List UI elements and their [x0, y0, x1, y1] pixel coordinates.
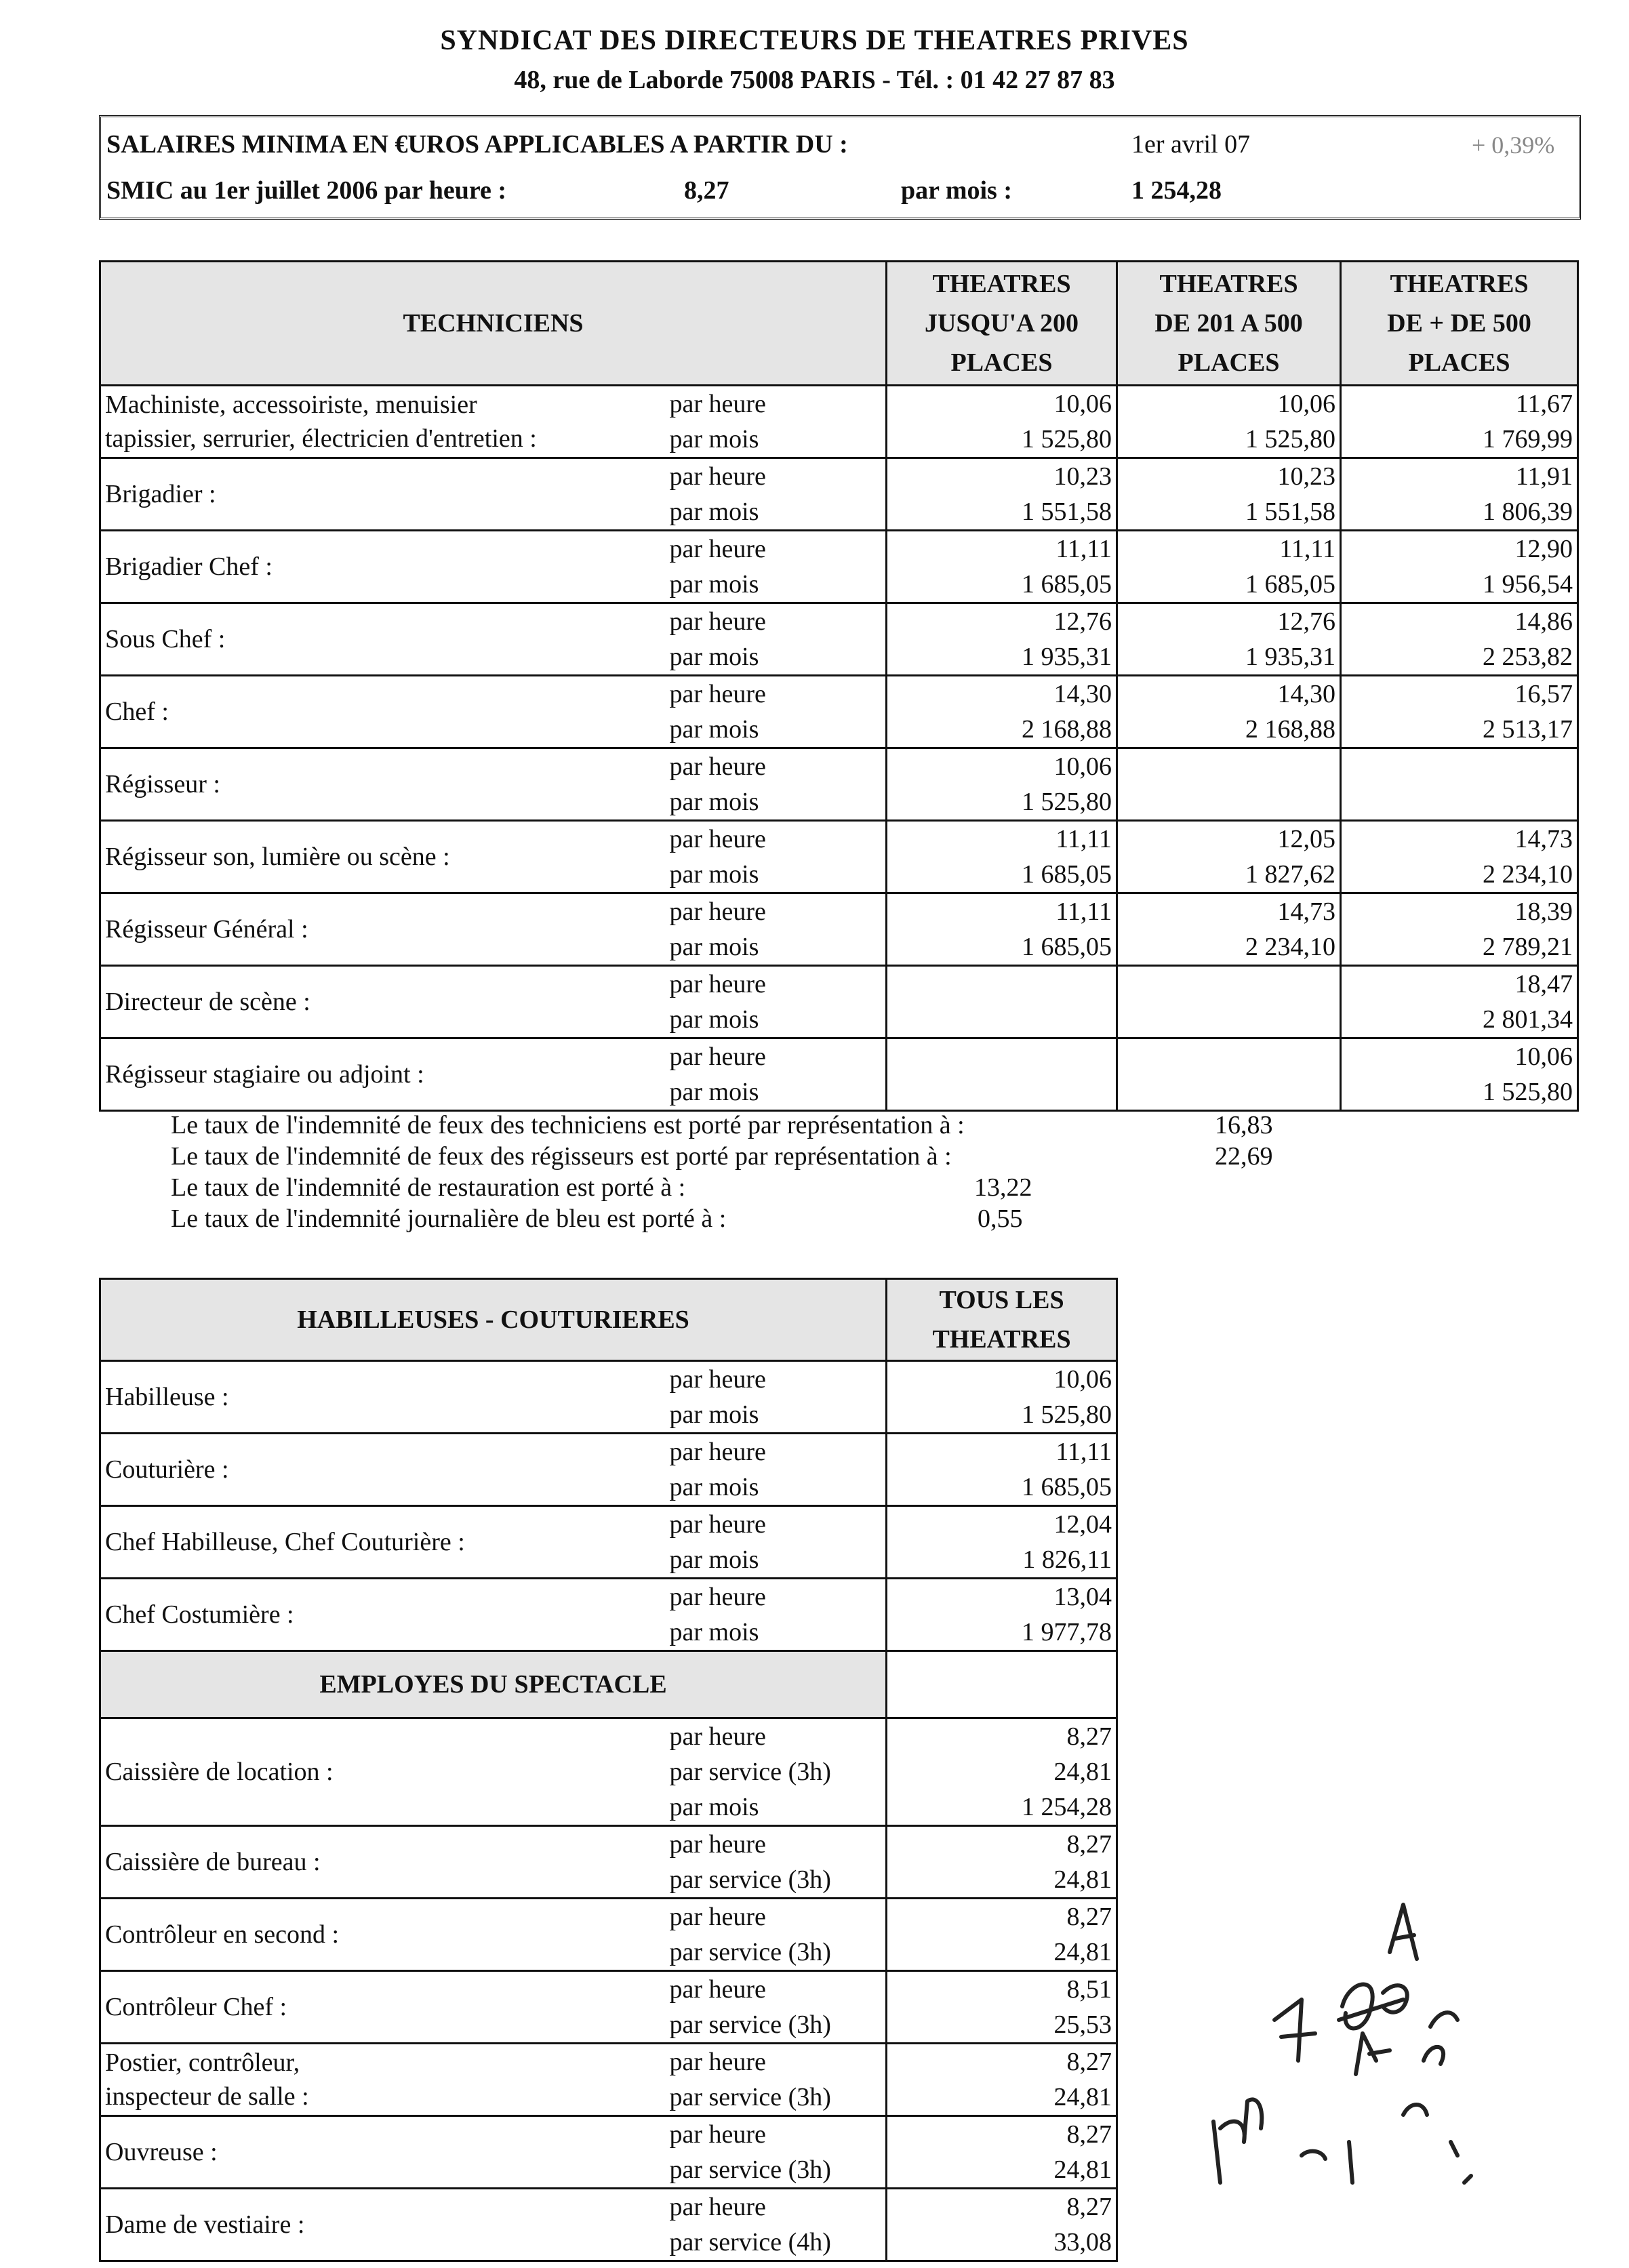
salary-value: 1 827,62 [1245, 860, 1336, 889]
salary-value: 14,73 [1514, 825, 1573, 853]
value-cell [887, 1826, 1117, 1899]
unit-label: par heure [669, 2193, 766, 2221]
column-header-line: PLACES [1408, 348, 1510, 377]
unit-label: par heure [669, 970, 766, 998]
salary-value: 13,04 [1053, 1583, 1112, 1611]
unit-cell [670, 1506, 887, 1579]
column-header-line: THEATRES [1159, 270, 1298, 298]
note-line [171, 1110, 1273, 1141]
salary-value: 14,73 [1277, 897, 1336, 926]
unit-label: par service (3h) [669, 2155, 831, 2184]
employes-row [100, 1899, 1117, 1971]
salary-value: 14,30 [1053, 680, 1112, 708]
salary-value: 24,81 [1053, 1865, 1112, 1894]
job-title [100, 2044, 670, 2116]
note-text: Le taux de l'indemnité de restauration est porté à : [171, 1173, 686, 1202]
value-cell [1341, 1038, 1578, 1111]
value-cell [887, 458, 1117, 531]
job-title [100, 1361, 670, 1434]
techniciens-row [100, 966, 1578, 1038]
salary-value: 1 685,05 [1022, 1473, 1112, 1501]
value-cell [887, 2189, 1117, 2261]
salary-value: 33,08 [1053, 2228, 1112, 2256]
column-header-line: THEATRES [932, 1325, 1071, 1354]
employes-row [100, 2189, 1117, 2261]
job-title-line: Régisseur : [105, 770, 220, 798]
job-title [100, 2189, 670, 2261]
habilleuses-row [100, 1506, 1117, 1579]
job-title [100, 1971, 670, 2044]
job-title-line: Régisseur son, lumière ou scène : [105, 843, 450, 871]
unit-label: par heure [669, 1583, 766, 1611]
column-header-line: JUSQU'A 200 [925, 309, 1079, 338]
unit-label: par mois [669, 1618, 759, 1646]
value-cell [1117, 386, 1341, 458]
unit-label: par heure [669, 1722, 766, 1751]
job-title-line: Brigadier : [105, 480, 216, 508]
job-title [100, 966, 670, 1038]
salary-value: 16,57 [1514, 680, 1573, 708]
unit-label: par heure [669, 752, 766, 781]
job-title-line: Contrôleur en second : [105, 1920, 340, 1949]
salary-info-box [99, 115, 1581, 220]
salary-value: 8,27 [1066, 1903, 1112, 1931]
value-cell [887, 966, 1117, 1038]
salary-value: 1 551,58 [1245, 498, 1336, 526]
unit-label: par mois [669, 788, 759, 816]
unit-label: par heure [669, 897, 766, 926]
job-title-line: Dame de vestiaire : [105, 2210, 305, 2239]
value-cell [887, 1506, 1117, 1579]
unit-label: par mois [669, 498, 759, 526]
techniciens-heading: TECHNICIENS [100, 262, 887, 386]
unit-label: par heure [669, 1830, 766, 1859]
unit-label: par service (3h) [669, 1758, 831, 1786]
salary-value: 18,47 [1514, 970, 1573, 998]
salary-value: 10,06 [1277, 390, 1336, 418]
salary-value: 11,11 [1055, 897, 1112, 926]
salary-value: 2 234,10 [1483, 860, 1573, 889]
salary-value: 2 513,17 [1483, 715, 1573, 744]
unit-label: par mois [669, 1400, 759, 1429]
job-title-line: Chef Habilleuse, Chef Couturière : [105, 1528, 465, 1556]
unit-label: par heure [669, 1975, 766, 2004]
unit-label: par heure [669, 2048, 766, 2076]
salary-value: 14,86 [1514, 607, 1573, 636]
note-text: Le taux de l'indemnité de feux des régisseurs est porté par représentation à : [171, 1142, 952, 1171]
salary-value: 11,11 [1279, 535, 1336, 563]
salary-value: 10,06 [1514, 1042, 1573, 1071]
column-header-line: PLACES [1178, 348, 1280, 377]
smic-hour-value: 8,27 [684, 176, 729, 205]
value-cell [1117, 458, 1341, 531]
increase-percentage: + 0,39% [1472, 131, 1555, 159]
job-title [100, 676, 670, 748]
unit-cell [670, 1826, 887, 1899]
employes-row [100, 1718, 1117, 1826]
unit-label: par heure [669, 462, 766, 491]
job-title-line: Directeur de scène : [105, 988, 310, 1016]
salary-value: 12,05 [1277, 825, 1336, 853]
unit-label: par heure [669, 1510, 766, 1539]
job-title [100, 2116, 670, 2189]
salary-value: 2 789,21 [1483, 933, 1573, 961]
job-title-line: Postier, contrôleur, [105, 2048, 300, 2077]
value-cell [1117, 821, 1341, 893]
job-title-line: tapissier, serrurier, électricien d'entretien : [105, 424, 537, 453]
techniciens-row [100, 676, 1578, 748]
unit-cell [670, 386, 887, 458]
salary-value: 12,90 [1514, 535, 1573, 563]
job-title-line: Caissière de location : [105, 1758, 334, 1786]
theatre-size-column-header [1117, 262, 1341, 386]
techniciens-row [100, 1038, 1578, 1111]
salary-value: 2 234,10 [1245, 933, 1336, 961]
theatre-size-column-header [887, 262, 1117, 386]
note-line [171, 1173, 1032, 1204]
value-cell [887, 1579, 1117, 1651]
job-title-line: Chef Costumière : [105, 1600, 294, 1629]
employes-header-row [100, 1651, 1117, 1718]
job-title [100, 1826, 670, 1899]
salary-value: 10,23 [1277, 462, 1336, 491]
column-header-line: PLACES [950, 348, 1053, 377]
unit-label: par mois [669, 715, 759, 744]
salary-value: 8,27 [1066, 2048, 1112, 2076]
value-cell [887, 1718, 1117, 1826]
job-title-line: Régisseur Général : [105, 915, 308, 944]
job-title [100, 1899, 670, 1971]
unit-cell [670, 748, 887, 821]
salary-value: 8,27 [1066, 1830, 1112, 1859]
value-cell [887, 821, 1117, 893]
value-cell [1117, 603, 1341, 676]
habilleuses-row [100, 1361, 1117, 1434]
applicable-from-label: SALAIRES MINIMA EN €UROS APPLICABLES A PARTIR DU : [106, 130, 848, 159]
salary-value: 11,67 [1515, 390, 1573, 418]
unit-label: par service (3h) [669, 1865, 831, 1894]
employes-row [100, 1826, 1117, 1899]
job-title [100, 386, 670, 458]
unit-label: par mois [669, 425, 759, 453]
salary-value: 1 525,80 [1022, 425, 1112, 453]
value-cell [1341, 748, 1578, 821]
job-title-line: Habilleuse : [105, 1383, 229, 1411]
unit-cell [670, 1971, 887, 2044]
per-month-label: par mois : [901, 176, 1012, 205]
unit-cell [670, 2044, 887, 2116]
column-header-line: TOUS LES [939, 1286, 1064, 1314]
value-cell [1117, 748, 1341, 821]
unit-label: par heure [669, 1042, 766, 1071]
techniciens-row [100, 386, 1578, 458]
employes-heading: EMPLOYES DU SPECTACLE [100, 1651, 887, 1718]
organization-title: SYNDICAT DES DIRECTEURS DE THEATRES PRIVES [440, 25, 1189, 56]
value-cell [1341, 966, 1578, 1038]
column-header-line: THEATRES [1390, 270, 1529, 298]
unit-label: par heure [669, 1365, 766, 1394]
job-title-line: Caissière de bureau : [105, 1848, 321, 1876]
salary-value: 8,27 [1066, 2120, 1112, 2149]
unit-label: par mois [669, 860, 759, 889]
salary-value: 24,81 [1053, 2083, 1112, 2111]
salary-value: 10,06 [1053, 1365, 1112, 1394]
unit-label: par service (3h) [669, 1938, 831, 1966]
unit-label: par mois [669, 933, 759, 961]
techniciens-row [100, 893, 1578, 966]
unit-label: par heure [669, 1438, 766, 1466]
salary-value: 8,51 [1066, 1975, 1112, 2004]
unit-cell [670, 531, 887, 603]
value-cell [1341, 386, 1578, 458]
note-value: 13,22 [974, 1173, 1032, 1202]
habilleuses-header-row [100, 1279, 1117, 1361]
organization-address: 48, rue de Laborde 75008 PARIS - Tél. : 01 42 27 87 83 [514, 66, 1115, 94]
salary-value: 10,23 [1053, 462, 1112, 491]
salary-value: 1 525,80 [1022, 1400, 1112, 1429]
salary-value: 1 685,05 [1022, 933, 1112, 961]
job-title [100, 748, 670, 821]
salary-value: 8,27 [1066, 1722, 1112, 1751]
smic-label: SMIC au 1er juillet 2006 par heure : [106, 176, 507, 205]
value-cell [887, 748, 1117, 821]
salary-value: 25,53 [1053, 2010, 1112, 2039]
note-value: 0,55 [978, 1204, 1023, 1233]
techniciens-row [100, 821, 1578, 893]
note-text: Le taux de l'indemnité de feux des techniciens est porté par représentation à : [171, 1111, 965, 1139]
unit-cell [670, 458, 887, 531]
job-title [100, 893, 670, 966]
job-title-line: Machiniste, accessoiriste, menuisier [105, 390, 477, 419]
unit-label: par mois [669, 1473, 759, 1501]
unit-label: par heure [669, 535, 766, 563]
unit-label: par heure [669, 390, 766, 418]
value-cell [887, 531, 1117, 603]
employes-header-empty [887, 1651, 1117, 1718]
techniciens-row [100, 458, 1578, 531]
value-cell [887, 2044, 1117, 2116]
job-title [100, 1506, 670, 1579]
salary-value: 1 769,99 [1483, 425, 1573, 453]
salary-value: 14,30 [1277, 680, 1336, 708]
value-cell [1341, 821, 1578, 893]
value-cell [1341, 676, 1578, 748]
techniciens-header-row [100, 262, 1578, 386]
unit-label: par mois [669, 643, 759, 671]
note-line [171, 1141, 1273, 1173]
unit-cell [670, 966, 887, 1038]
job-title-line: Régisseur stagiaire ou adjoint : [105, 1060, 424, 1089]
value-cell [1117, 1038, 1341, 1111]
salary-value: 1 806,39 [1483, 498, 1573, 526]
unit-cell [670, 1579, 887, 1651]
habilleuses-row [100, 1579, 1117, 1651]
value-cell [887, 2116, 1117, 2189]
habilleuses-heading: HABILLEUSES - COUTURIERES [100, 1279, 887, 1361]
unit-label: par heure [669, 607, 766, 636]
salary-value: 24,81 [1053, 2155, 1112, 2184]
value-cell [887, 1899, 1117, 1971]
value-cell [887, 676, 1117, 748]
salary-value: 1 977,78 [1022, 1618, 1112, 1646]
value-cell [1341, 893, 1578, 966]
value-cell [887, 1361, 1117, 1434]
techniciens-row [100, 748, 1578, 821]
salary-value: 1 525,80 [1245, 425, 1336, 453]
unit-cell [670, 1434, 887, 1506]
job-title [100, 1718, 670, 1826]
salary-value: 11,91 [1515, 462, 1573, 491]
note-text: Le taux de l'indemnité journalière de bleu est porté à : [171, 1204, 727, 1233]
value-cell [887, 1038, 1117, 1111]
job-title [100, 531, 670, 603]
value-cell [887, 603, 1117, 676]
salary-value: 1 551,58 [1022, 498, 1112, 526]
salary-value: 1 525,80 [1483, 1078, 1573, 1106]
salary-value: 18,39 [1514, 897, 1573, 926]
job-title-line: Sous Chef : [105, 625, 226, 653]
salary-value: 8,27 [1066, 2193, 1112, 2221]
salary-value: 1 685,05 [1022, 860, 1112, 889]
employes-row [100, 2044, 1117, 2116]
all-theatres-column-header [887, 1279, 1117, 1361]
handwritten-signature [1180, 1898, 1627, 2268]
unit-label: par mois [669, 1005, 759, 1034]
salary-value: 24,81 [1053, 1758, 1112, 1786]
unit-cell [670, 821, 887, 893]
salary-value: 1 254,28 [1022, 1793, 1112, 1821]
applicable-date: 1er avril 07 [1131, 130, 1251, 159]
job-title-line: inspecteur de salle : [105, 2082, 309, 2111]
value-cell [1341, 603, 1578, 676]
techniciens-row [100, 603, 1578, 676]
salary-value: 1 525,80 [1022, 788, 1112, 816]
salary-value: 1 956,54 [1483, 570, 1573, 599]
value-cell [1117, 893, 1341, 966]
unit-label: par heure [669, 825, 766, 853]
job-title [100, 1434, 670, 1506]
salary-value: 12,04 [1053, 1510, 1112, 1539]
unit-label: par heure [669, 2120, 766, 2149]
salary-value: 11,11 [1055, 825, 1112, 853]
unit-cell [670, 1899, 887, 1971]
value-cell [1117, 966, 1341, 1038]
salary-value: 11,11 [1055, 1438, 1112, 1466]
salary-value: 2 253,82 [1483, 643, 1573, 671]
value-cell [1341, 458, 1578, 531]
note-value: 16,83 [1215, 1111, 1273, 1139]
note-line [171, 1204, 1023, 1235]
techniciens-row [100, 531, 1578, 603]
habilleuses-row [100, 1434, 1117, 1506]
salary-value: 1 685,05 [1245, 570, 1336, 599]
job-title [100, 458, 670, 531]
indemnity-notes [171, 1110, 1273, 1235]
job-title-line: Contrôleur Chef : [105, 1993, 287, 2021]
salary-value: 2 168,88 [1245, 715, 1336, 744]
salary-value: 2 168,88 [1022, 715, 1112, 744]
job-title-line: Chef : [105, 697, 169, 726]
job-title-line: Brigadier Chef : [105, 552, 273, 581]
unit-cell [670, 1038, 887, 1111]
unit-cell [670, 1361, 887, 1434]
unit-label: par heure [669, 680, 766, 708]
salary-value: 12,76 [1277, 607, 1336, 636]
job-title [100, 1579, 670, 1651]
salary-value: 2 801,34 [1483, 1005, 1573, 1034]
unit-cell [670, 2116, 887, 2189]
salary-value: 10,06 [1053, 390, 1112, 418]
unit-label: par heure [669, 1903, 766, 1931]
employes-row [100, 1971, 1117, 2044]
habilleuses-table [99, 1278, 1118, 2262]
job-title-line: Couturière : [105, 1455, 229, 1484]
value-cell [1117, 531, 1341, 603]
salary-value: 1 935,31 [1022, 643, 1112, 671]
salary-value: 10,06 [1053, 752, 1112, 781]
unit-cell [670, 676, 887, 748]
employes-row [100, 2116, 1117, 2189]
job-title [100, 821, 670, 893]
job-title-line: Ouvreuse : [105, 2138, 218, 2166]
value-cell [1117, 676, 1341, 748]
salary-value: 12,76 [1053, 607, 1112, 636]
unit-label: par mois [669, 570, 759, 599]
salary-value: 1 935,31 [1245, 643, 1336, 671]
unit-cell [670, 2189, 887, 2261]
smic-month-value: 1 254,28 [1131, 176, 1222, 205]
salary-value: 24,81 [1053, 1938, 1112, 1966]
column-header-line: DE 201 A 500 [1154, 309, 1303, 338]
unit-label: par mois [669, 1078, 759, 1106]
salary-value: 1 826,11 [1022, 1545, 1112, 1574]
unit-cell [670, 603, 887, 676]
job-title [100, 603, 670, 676]
value-cell [887, 386, 1117, 458]
unit-label: par mois [669, 1793, 759, 1821]
column-header-line: DE + DE 500 [1387, 309, 1531, 338]
unit-cell [670, 893, 887, 966]
value-cell [887, 893, 1117, 966]
unit-label: par service (3h) [669, 2083, 831, 2111]
column-header-line: THEATRES [932, 270, 1071, 298]
unit-label: par service (4h) [669, 2228, 831, 2256]
unit-label: par service (3h) [669, 2010, 831, 2039]
salary-value: 11,11 [1055, 535, 1112, 563]
value-cell [1341, 531, 1578, 603]
theatre-size-column-header [1341, 262, 1578, 386]
techniciens-table [99, 260, 1579, 1112]
value-cell [887, 1971, 1117, 2044]
note-value: 22,69 [1215, 1142, 1273, 1171]
unit-label: par mois [669, 1545, 759, 1574]
value-cell [887, 1434, 1117, 1506]
job-title [100, 1038, 670, 1111]
unit-cell [670, 1718, 887, 1826]
salary-value: 1 685,05 [1022, 570, 1112, 599]
